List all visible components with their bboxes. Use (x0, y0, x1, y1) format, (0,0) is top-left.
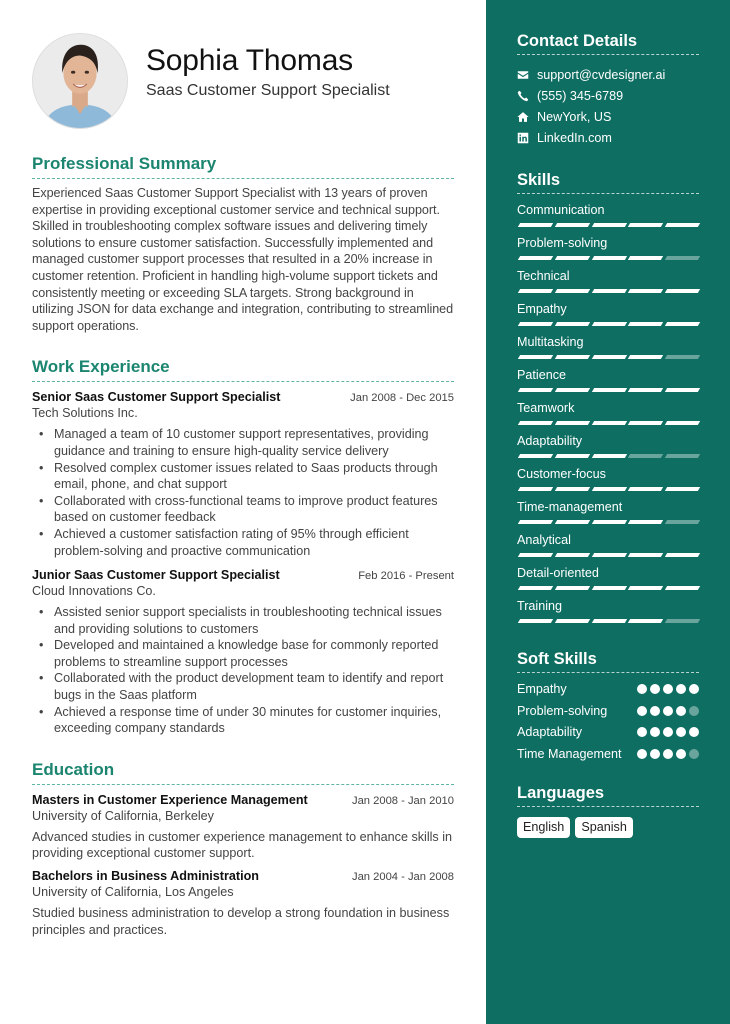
skill-level-bar (517, 388, 699, 392)
skill-level-segment (591, 487, 626, 491)
skill-level-segment (591, 586, 626, 590)
skill-level-segment (518, 355, 553, 359)
skill-level-bar (517, 289, 699, 293)
school: University of California, Los Angeles (32, 885, 234, 900)
skill-level-segment (555, 487, 590, 491)
skill-item (517, 335, 699, 359)
skill-item (517, 269, 699, 293)
skill-level-segment (591, 388, 626, 392)
job-bullets (32, 604, 454, 737)
skill-level-segment (518, 322, 553, 326)
skill-item (517, 203, 699, 227)
skill-level-segment (628, 487, 663, 491)
skill-level-segment (518, 289, 553, 293)
skill-level-segment (665, 289, 700, 293)
skill-level-bar (517, 256, 699, 260)
soft-skill-name: Adaptability (517, 725, 583, 739)
rating-dot-icon (650, 684, 660, 694)
education-entry (32, 793, 454, 862)
job-entry (32, 568, 454, 737)
rating-dot-icon (676, 727, 686, 737)
language-tag: English (517, 817, 570, 838)
soft-skill-rating (637, 706, 699, 716)
rating-dot-icon (676, 706, 686, 716)
skill-level-bar (517, 586, 699, 590)
skill-level-segment (518, 454, 553, 458)
soft-skills-list (517, 681, 699, 762)
header-text (146, 44, 390, 100)
skill-item (517, 500, 699, 524)
skill-level-bar (517, 553, 699, 557)
skill-level-segment (555, 454, 590, 458)
skill-level-segment (591, 520, 626, 524)
skill-level-segment (665, 322, 700, 326)
skill-level-segment (518, 520, 553, 524)
skill-item (517, 401, 699, 425)
skill-level-segment (591, 256, 626, 260)
section-education (32, 760, 454, 938)
skill-name: Adaptability (517, 434, 583, 448)
profile-photo (32, 33, 128, 129)
skill-name: Patience (517, 368, 567, 382)
rating-dot-icon (689, 706, 699, 716)
skill-item (517, 302, 699, 326)
contact-linkedin[interactable] (517, 127, 699, 148)
degree: Masters in Customer Experience Management (32, 792, 308, 807)
section-languages (517, 783, 699, 838)
linkedin-icon (517, 132, 537, 144)
skill-level-segment (518, 256, 553, 260)
job-bullet: • Achieved a response time of under 30 minutes for customer inquiries, exceeding company standards (54, 704, 454, 737)
soft-skill-item (517, 746, 699, 763)
summary-heading: Professional Summary (32, 154, 454, 179)
languages-list (517, 817, 699, 838)
skill-level-segment (591, 421, 626, 425)
skill-level-segment (591, 322, 626, 326)
rating-dot-icon (663, 727, 673, 737)
skill-level-bar (517, 322, 699, 326)
section-soft-skills (517, 649, 699, 762)
skill-level-bar (517, 355, 699, 359)
skill-level-segment (518, 619, 553, 623)
education-dates: Jan 2008 - Jan 2010 (351, 794, 454, 807)
skill-level-segment (555, 223, 590, 227)
rating-dot-icon (650, 706, 660, 716)
skill-level-segment (665, 586, 700, 590)
skill-level-segment (665, 256, 700, 260)
education-entry (32, 869, 454, 938)
skill-level-segment (628, 223, 663, 227)
job-bullet: • Developed and maintained a knowledge base for commonly reported problems to streamline support processes (54, 637, 454, 670)
skill-level-segment (591, 553, 626, 557)
skill-level-segment (665, 421, 700, 425)
skill-level-segment (665, 619, 700, 623)
job-company: Cloud Innovations Co. (32, 584, 156, 599)
contact-heading: Contact Details (517, 31, 699, 55)
contact-location (517, 106, 699, 127)
skill-name: Customer-focus (517, 467, 606, 481)
rating-dot-icon (689, 749, 699, 759)
rating-dot-icon (637, 706, 647, 716)
skill-level-segment (555, 388, 590, 392)
education-heading: Education (32, 760, 454, 785)
skill-level-segment (518, 421, 553, 425)
skill-level-segment (555, 322, 590, 326)
education-dates: Jan 2004 - Jan 2008 (351, 871, 454, 884)
rating-dot-icon (650, 749, 660, 759)
school: University of California, Berkeley (32, 808, 214, 823)
skills-list (517, 203, 699, 623)
skill-name: Detail-oriented (517, 566, 599, 580)
skill-level-bar (517, 520, 699, 524)
skill-level-segment (518, 586, 553, 590)
section-skills (517, 170, 699, 623)
skill-item (517, 467, 699, 491)
summary-text: Experienced Saas Customer Support Specialist with 13 years of proven expertise in providing exceptional customer service and technical support. Skilled in troubleshooting complex software issues and delivering timely solutions to ensure customer satisfaction. Successfully implemented and managed customer support processes that resulted in a 20% increase in customer retention. Proficient in handling high-volume support tickets and consistently meeting or exceeding SLA targets. Strong background in utilizing JSON for data exchange and integration, contributing to streamlined support operations. (32, 186, 454, 333)
skill-level-segment (518, 388, 553, 392)
skill-level-segment (665, 388, 700, 392)
skill-level-segment (555, 256, 590, 260)
job-bullet: • Collaborated with cross-functional teams to improve product features based on customer feedback (54, 493, 454, 526)
skill-level-segment (591, 223, 626, 227)
rating-dot-icon (689, 684, 699, 694)
soft-skill-item (517, 724, 699, 741)
rating-dot-icon (637, 684, 647, 694)
skill-name: Problem-solving (517, 236, 608, 250)
skill-level-segment (665, 355, 700, 359)
skill-level-segment (555, 520, 590, 524)
contact-email-text: support@cvdesigner.ai (537, 67, 666, 82)
contact-linkedin-text: LinkedIn.com (537, 130, 612, 145)
skill-level-bar (517, 421, 699, 425)
education-description: Studied business administration to develop a strong foundation in business principles and practices. (32, 906, 450, 937)
rating-dot-icon (676, 749, 686, 759)
skill-level-segment (628, 355, 663, 359)
skill-name: Multitasking (517, 335, 584, 349)
skill-level-segment (628, 454, 663, 458)
skill-level-segment (628, 520, 663, 524)
job-role: Junior Saas Customer Support Specialist (32, 568, 280, 583)
skill-item (517, 566, 699, 590)
skill-level-segment (628, 421, 663, 425)
skill-level-bar (517, 223, 699, 227)
candidate-name: Sophia Thomas (146, 44, 353, 77)
home-icon (517, 111, 537, 123)
job-dates: Jan 2008 - Dec 2015 (350, 392, 454, 405)
soft-skill-item (517, 703, 699, 720)
skill-level-segment (591, 619, 626, 623)
rating-dot-icon (663, 684, 673, 694)
soft-skills-heading: Soft Skills (517, 649, 699, 673)
skill-level-segment (591, 289, 626, 293)
soft-skill-item (517, 681, 699, 698)
skills-heading: Skills (517, 170, 699, 194)
skill-level-segment (665, 520, 700, 524)
portrait-image (33, 34, 127, 128)
job-bullet: • Achieved a customer satisfaction rating of 95% through efficient problem-solving and proactive communication (54, 526, 454, 559)
rating-dot-icon (637, 727, 647, 737)
candidate-title: Saas Customer Support Specialist (146, 82, 390, 99)
contact-location-text: NewYork, US (537, 109, 612, 124)
skill-level-segment (555, 619, 590, 623)
skill-level-segment (628, 388, 663, 392)
skill-level-segment (628, 619, 663, 623)
contact-email[interactable] (517, 64, 699, 85)
skill-level-segment (628, 289, 663, 293)
sidebar (486, 0, 730, 1024)
skill-level-segment (628, 586, 663, 590)
job-entry (32, 390, 454, 559)
skill-level-segment (665, 223, 700, 227)
skill-item (517, 368, 699, 392)
skill-level-segment (555, 553, 590, 557)
job-dates: Feb 2016 - Present (358, 570, 454, 583)
section-summary (32, 154, 454, 334)
job-role: Senior Saas Customer Support Specialist (32, 390, 281, 405)
soft-skill-name: Empathy (517, 682, 567, 696)
skill-item (517, 533, 699, 557)
skill-level-segment (591, 454, 626, 458)
section-work-experience (32, 357, 454, 737)
phone-icon (517, 90, 537, 102)
soft-skill-name: Time Management (517, 746, 622, 761)
skill-level-segment (518, 487, 553, 491)
envelope-icon (517, 69, 537, 81)
language-tag: Spanish (575, 817, 633, 838)
job-bullet: • Assisted senior support specialists in troubleshooting technical issues and providing solutions to customers (54, 604, 454, 637)
rating-dot-icon (637, 749, 647, 759)
skill-level-segment (665, 553, 700, 557)
skill-level-segment (555, 586, 590, 590)
soft-skill-name: Problem-solving (517, 703, 608, 718)
soft-skill-rating (637, 684, 699, 694)
skill-name: Time-management (517, 500, 623, 514)
skill-level-segment (591, 355, 626, 359)
skill-name: Communication (517, 203, 605, 217)
contact-phone-text: (555) 345-6789 (537, 88, 624, 103)
skill-item (517, 434, 699, 458)
section-contact (517, 31, 699, 148)
rating-dot-icon (689, 727, 699, 737)
job-bullets (32, 426, 454, 559)
skill-name: Analytical (517, 533, 571, 547)
soft-skill-rating (637, 749, 699, 759)
degree: Bachelors in Business Administration (32, 869, 259, 884)
skill-level-segment (555, 421, 590, 425)
contact-phone[interactable] (517, 85, 699, 106)
skill-level-bar (517, 454, 699, 458)
skill-level-segment (665, 454, 700, 458)
soft-skill-rating (637, 727, 699, 737)
skill-name: Empathy (517, 302, 567, 316)
job-bullet: • Managed a team of 10 customer support representatives, providing guidance and training to ensure high-quality service delivery (54, 426, 454, 459)
job-bullet: • Collaborated with the product development team to identify and report bugs in the Saas platform (54, 670, 454, 703)
rating-dot-icon (663, 749, 673, 759)
skill-level-segment (518, 223, 553, 227)
rating-dot-icon (663, 706, 673, 716)
skill-name: Technical (517, 269, 570, 283)
skill-level-segment (555, 289, 590, 293)
skill-level-segment (555, 355, 590, 359)
skill-item (517, 236, 699, 260)
skill-level-segment (628, 256, 663, 260)
education-description: Advanced studies in customer experience management to enhance skills in providing exceptional customer support. (32, 829, 453, 861)
work-heading: Work Experience (32, 357, 454, 382)
skill-level-segment (518, 553, 553, 557)
skill-item (517, 599, 699, 623)
skill-level-segment (628, 322, 663, 326)
skill-level-segment (628, 553, 663, 557)
skill-level-bar (517, 487, 699, 491)
resume-header (32, 0, 454, 130)
rating-dot-icon (650, 727, 660, 737)
rating-dot-icon (676, 684, 686, 694)
skill-level-bar (517, 619, 699, 623)
job-company: Tech Solutions Inc. (32, 406, 138, 421)
skill-level-segment (665, 487, 700, 491)
skill-name: Teamwork (517, 401, 575, 415)
languages-heading: Languages (517, 783, 699, 807)
job-bullet: • Resolved complex customer issues related to Saas products through email, phone, and chat support (54, 460, 454, 493)
skill-name: Training (517, 599, 563, 613)
